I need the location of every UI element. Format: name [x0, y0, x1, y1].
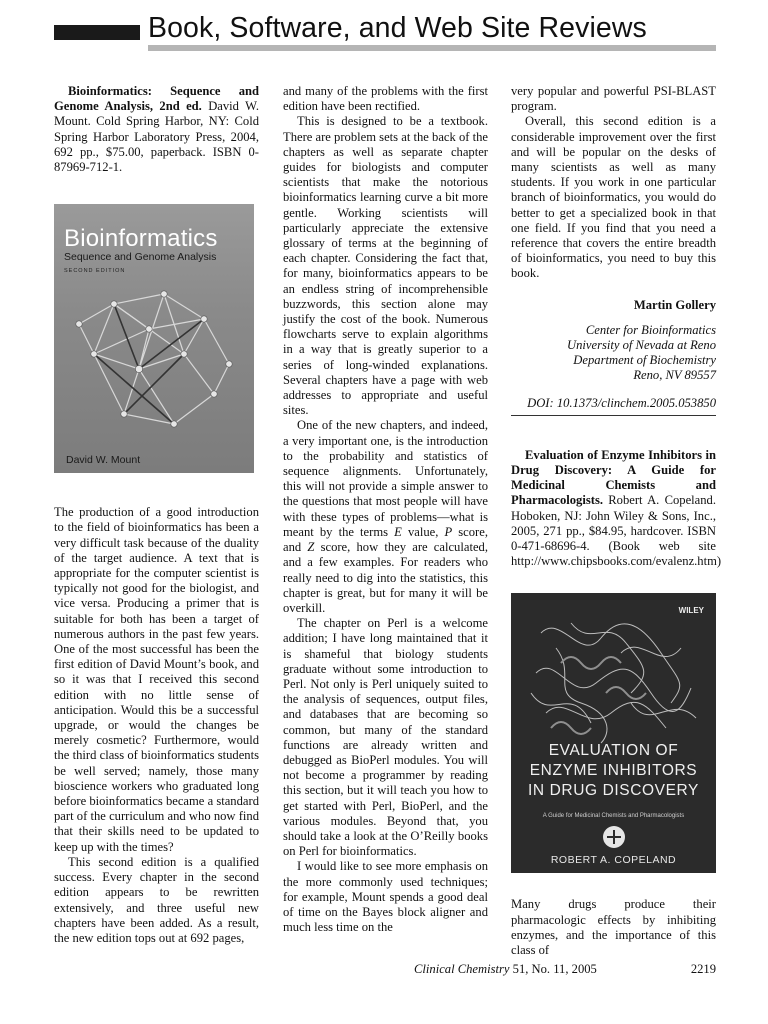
affiliation-line: Department of Biochemistry	[573, 353, 716, 368]
review2-book-cover	[511, 593, 716, 873]
review2-book-title: Evaluation of Enzyme Inhibitors in Drug Discovery: A Guide for Medicinal Chemists and Pharmacologists.	[511, 447, 716, 508]
section-title: Book, Software, and Web Site Reviews	[148, 12, 647, 44]
review1-book-title: Bioinformatics: Sequence and Genome Analysis, 2nd ed.	[54, 84, 259, 114]
review1-paragraph: The chapter on Perl is a welcome addition; I have long maintained that it is shameful that biology students graduate without some introduction to Perl. Not only is Perl uniquely suited to the analysis of sequences, output files, and databases that are becoming so common, but many of the standard functions are already written and debugged as BioPerl modules. You will not become a programmer by reading this section, but it will teach you how to get started with Perl, BioPerl, and the various modules. Beyond that, you should take a look at the O’Reilly books on Perl for bioinformatics.	[283, 616, 488, 859]
affiliation-line: Reno, NV 89557	[633, 368, 716, 383]
review2-paragraph: Many drugs produce their pharmacologic effects by inhibiting enzymes, and the importance of this class of	[511, 897, 716, 958]
review1-book-cover	[54, 204, 254, 473]
review2-citation	[511, 447, 722, 570]
reviewer-affiliation	[511, 323, 716, 384]
cover1-subtitle: Sequence and Genome Analysis	[64, 251, 217, 264]
term-z: Z	[307, 540, 315, 555]
review1-book-details: David W. Mount. Cold Spring Harbor, NY: Cold Spring Harbor Laboratory Press, 2004, 692 pp., $75.00, paperback. ISBN 0-87969-712-1.	[54, 99, 259, 175]
cover2-author: ROBERT A. COPELAND	[550, 854, 677, 867]
cover2-subtitle: A Guide for Medicinal Chemists and Pharmacologists	[542, 813, 685, 820]
review1-citation	[54, 84, 259, 175]
review1-paragraph: I would like to see more emphasis on the more commonly used techniques; for example, Mount spends a good deal of time on the Bayes block aligner and much less time on the	[283, 859, 488, 935]
page-number: 2219	[690, 962, 716, 976]
review2-book-details: Robert A. Copeland. Hoboken, NJ: John Wiley & Sons, Inc., 2005, 271 pp., $84.95, hardcover. ISBN 0-471-68696-4. (Book web site http://www.chipsbooks.com/evalenz.htm)	[511, 493, 722, 569]
review1-paragraph: and many of the problems with the first edition have been rectified.	[283, 84, 488, 114]
journal-name: Clinical Chemistry	[414, 962, 510, 976]
review1-paragraph: This is designed to be a textbook. There are problem sets at the back of the chapters as well as separate chapter guides for biologists and computer scientists that make the notorious bioinformatics learning curve a bit more gentle. Working scientists will particularly appreciate the extensive glossary of terms at the beginning of each chapter. Considering the fact that, for many, bioinformatics appears to be an endless string of incomprehensible buzzwords, this section alone may justify the cost of the book. Numerous flowcharts serve to explain algorithms in a way that is greatly superior to a series of long-winded explanations. Several chapters have a page with web addresses to appropriate and useful sites.	[283, 114, 488, 418]
section-header	[54, 10, 716, 50]
journal-volume: 51, No. 11, 2005	[509, 962, 597, 976]
text-run: value,	[401, 524, 445, 539]
affiliation-line: University of Nevada at Reno	[567, 338, 716, 353]
doi-line: DOI: 10.1373/clinchem.2005.053850	[511, 396, 716, 416]
header-rule	[148, 45, 716, 51]
cover2-title-line: EVALUATION OF	[548, 742, 679, 760]
reviewer-name: Martin Gollery	[633, 297, 716, 312]
review1-paragraph: This second edition is a qualified success. Every chapter in the second edition appears to be rewritten extensively, and three useful new chapters have been added. As a result, the new edition tops out at 692 pages,	[54, 854, 259, 945]
cover1-title: Bioinformatics	[64, 225, 218, 253]
cover2-title-line: IN DRUG DISCOVERY	[528, 782, 699, 800]
column-2	[283, 84, 488, 935]
header-bar	[54, 25, 140, 40]
review1-paragraph: Overall, this second edition is a considerable improvement over the first and will be popular on the desks of many scientists as well as many students. If you work in one particular branch of bioinformatics, you would do better to get a specialized book in that one field. If you find that you need a reference that covers the entire breadth of bioinformatics, you need to buy this book.	[511, 114, 716, 281]
text-run: score, how they are calculated, and a few examples. For readers who really need to dig into the statistics, this chapter is great, but for many it will be overkill.	[283, 540, 488, 615]
column-3	[511, 84, 722, 958]
network-graph-illustration	[54, 274, 254, 449]
review1-paragraph: The production of a good introduction to the field of bioinformatics has been a very difficult task because of the duality of the target audience. A text that is appropriate for the computer scientist is typically not good for the biologist, and vice versa. Producing a primer that is suitable for both has been a target of numerous authors in the past few years. One of the most successful has been the first edition of David Mount’s book, and so it was that I received this second edition with no little sense of anticipation. Would this be a successful upgrade, or would the changes be merely cosmetic? Furthermore, would the third class of bioinformatics students be well served; namely, those many bioscience workers who graduated long before bioinformatics became a standard part of the curriculum and who now find that their skills need to be updated to keep up with the times?	[54, 505, 259, 854]
review1-paragraph: very popular and powerful PSI-BLAST program.	[511, 84, 716, 114]
column-1	[54, 84, 259, 946]
review1-paragraph	[283, 418, 488, 616]
protein-structure-illustration	[511, 593, 716, 873]
cover2-title-line: ENZYME INHIBITORS	[529, 762, 698, 780]
term-p: P	[444, 524, 453, 539]
cover1-edition: SECOND EDITION	[64, 268, 126, 275]
text-run: One of the new chapters, and indeed, a very important one, is the introduction to the probability and statistics of sequence alignments. Unfortunately, this will not provide a simple answer to the questions that most people will have with these types of problems—what is meant by the terms	[283, 418, 488, 539]
page-footer	[414, 962, 716, 977]
text-run: score, and	[283, 524, 488, 555]
term-e: E	[394, 524, 402, 539]
affiliation-line: Center for Bioinformatics	[585, 322, 716, 337]
cover2-publisher: WILEY	[678, 606, 704, 616]
cover1-author: David W. Mount	[66, 454, 141, 467]
